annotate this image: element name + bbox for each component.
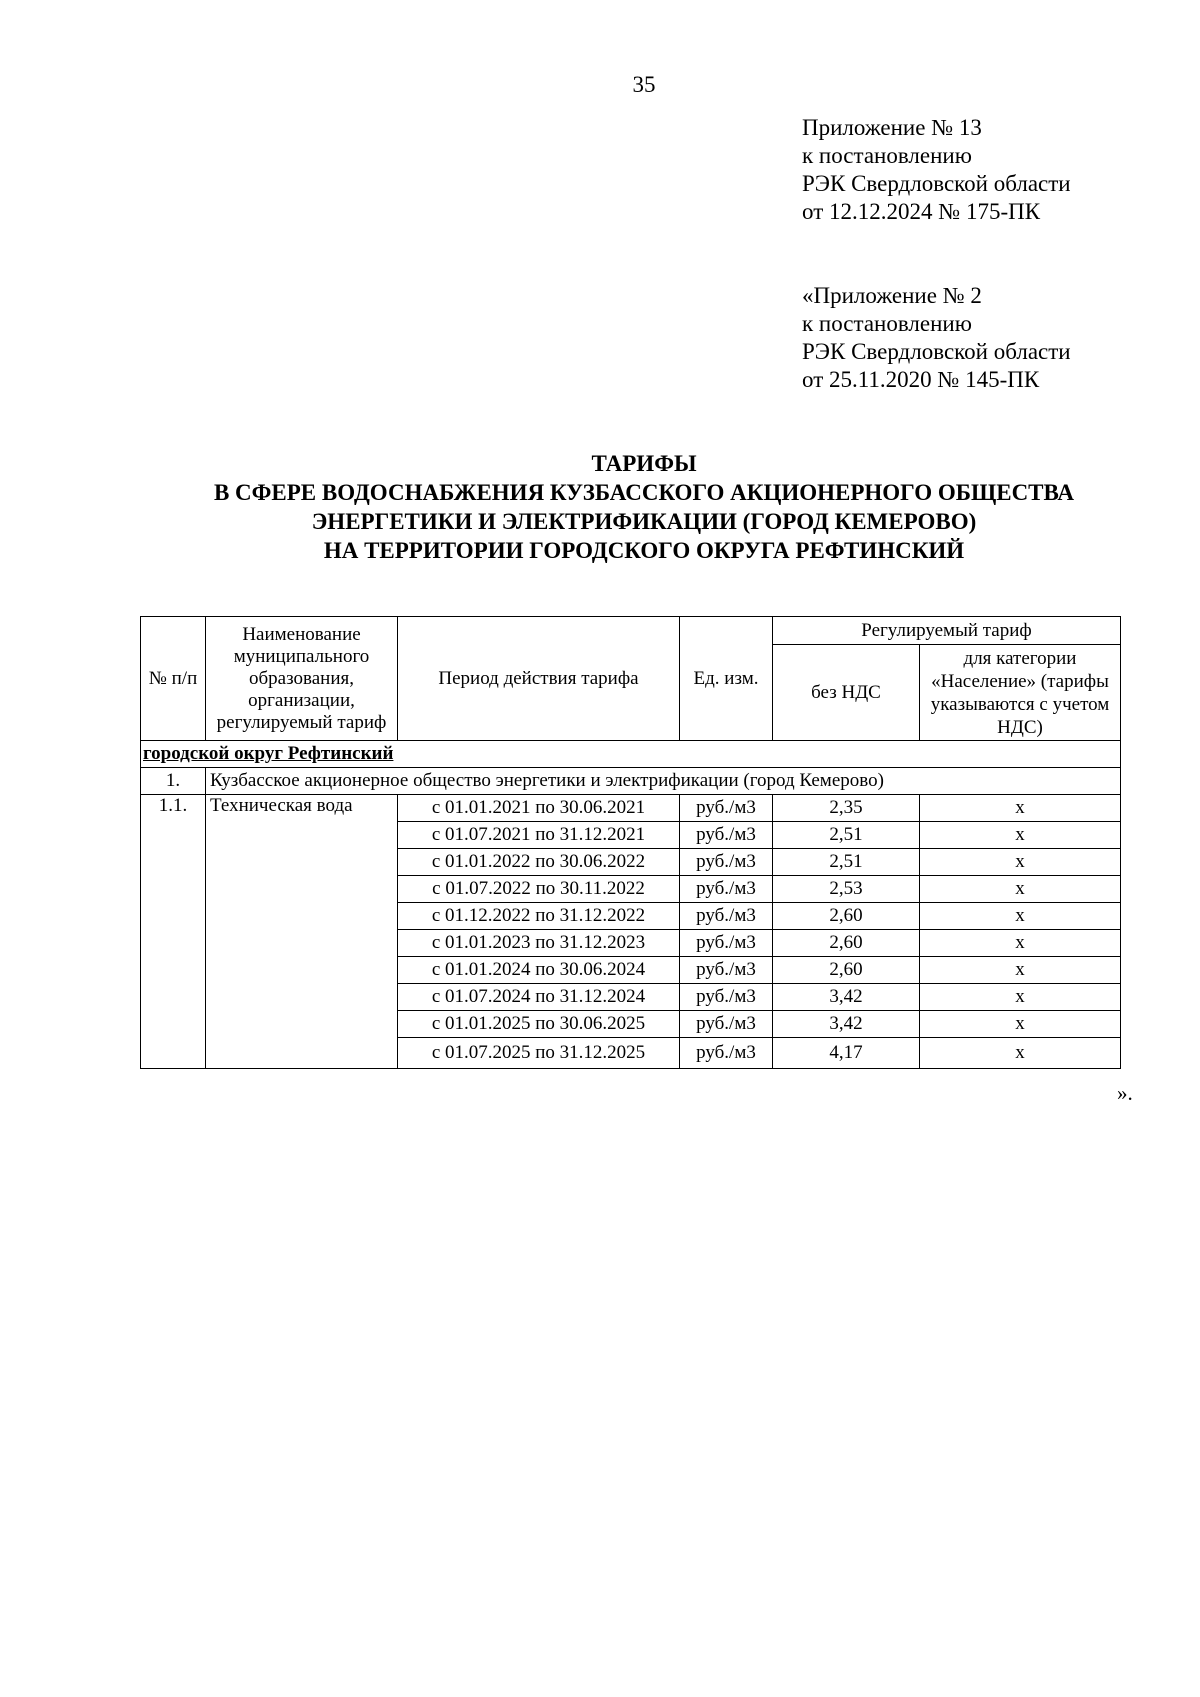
header-unit: Ед. изм. [680, 617, 773, 741]
cell-tariff-population: х [920, 1011, 1121, 1038]
cell-period: с 01.01.2022 по 30.06.2022 [398, 849, 680, 876]
cell-tariff-without-vat: 2,60 [773, 930, 920, 957]
item-num: 1.1. [141, 795, 206, 1069]
cell-tariff-without-vat: 2,53 [773, 876, 920, 903]
cell-period: с 01.01.2024 по 30.06.2024 [398, 957, 680, 984]
appendix-current-line: к постановлению [802, 143, 972, 168]
appendix-original-line: РЭК Свердловской области [802, 339, 1071, 364]
cell-unit: руб./м3 [680, 930, 773, 957]
cell-period: с 01.01.2025 по 30.06.2025 [398, 1011, 680, 1038]
cell-unit: руб./м3 [680, 984, 773, 1011]
title-line: В СФЕРЕ ВОДОСНАБЖЕНИЯ КУЗБАССКОГО АКЦИОНЕРНОГО ОБЩЕСТВА [213, 480, 1075, 505]
cell-unit: руб./м3 [680, 849, 773, 876]
appendix-current [802, 114, 1071, 226]
appendix-original-line: к постановлению [802, 311, 972, 336]
header-without-vat: без НДС [773, 645, 920, 741]
appendix-original-line: от 25.11.2020 № 145-ПК [802, 367, 1040, 392]
cell-tariff-without-vat: 2,60 [773, 903, 920, 930]
header-regulated-tariff: Регулируемый тариф [773, 617, 1121, 645]
table-row [141, 795, 1121, 822]
title-line: ТАРИФЫ [591, 451, 697, 476]
cell-unit: руб./м3 [680, 795, 773, 822]
page-number: 35 [632, 72, 656, 97]
cell-tariff-population: х [920, 822, 1121, 849]
cell-tariff-population: х [920, 1038, 1121, 1069]
appendix-original [802, 282, 1071, 394]
org-name: Кузбасское акционерное общество энергетики и электрификации (город Кемерово) [206, 768, 1121, 795]
cell-period: с 01.12.2022 по 31.12.2022 [398, 903, 680, 930]
cell-tariff-population: х [920, 957, 1121, 984]
cell-tariff-population: х [920, 984, 1121, 1011]
cell-tariff-without-vat: 2,51 [773, 849, 920, 876]
title-line: НА ТЕРРИТОРИИ ГОРОДСКОГО ОКРУГА РЕФТИНСКИЙ [323, 538, 965, 563]
cell-tariff-population: х [920, 795, 1121, 822]
tariff-table [140, 616, 1121, 1069]
cell-unit: руб./м3 [680, 1038, 773, 1069]
appendix-current-line: от 12.12.2024 № 175-ПК [802, 199, 1041, 224]
cell-unit: руб./м3 [680, 903, 773, 930]
closing-quote: ». [1117, 1081, 1133, 1105]
cell-tariff-population: х [920, 903, 1121, 930]
header-period: Период действия тарифа [398, 617, 680, 741]
appendix-current-line: РЭК Свердловской области [802, 171, 1071, 196]
cell-unit: руб./м3 [680, 876, 773, 903]
cell-tariff-without-vat: 4,17 [773, 1038, 920, 1069]
org-num: 1. [141, 768, 206, 795]
table-header-row [141, 617, 1121, 645]
group-row [141, 741, 1121, 768]
appendix-original-line: «Приложение № 2 [802, 283, 982, 308]
cell-tariff-population: х [920, 930, 1121, 957]
cell-tariff-population: х [920, 849, 1121, 876]
group-title: городской округ Рефтинский [141, 741, 1121, 768]
header-name: Наименование муниципального образования, организации, регулируемый тариф [206, 617, 398, 741]
cell-tariff-without-vat: 3,42 [773, 984, 920, 1011]
title-line: ЭНЕРГЕТИКИ И ЭЛЕКТРИФИКАЦИИ (ГОРОД КЕМЕРОВО) [311, 509, 977, 534]
cell-unit: руб./м3 [680, 1011, 773, 1038]
cell-tariff-without-vat: 2,60 [773, 957, 920, 984]
cell-period: с 01.01.2021 по 30.06.2021 [398, 795, 680, 822]
header-num: № п/п [141, 617, 206, 741]
item-name: Техническая вода [206, 795, 398, 1069]
cell-tariff-without-vat: 2,35 [773, 795, 920, 822]
cell-period: с 01.01.2023 по 31.12.2023 [398, 930, 680, 957]
document-title [0, 449, 1200, 565]
cell-tariff-without-vat: 2,51 [773, 822, 920, 849]
cell-period: с 01.07.2021 по 31.12.2021 [398, 822, 680, 849]
header-population: для категории «Население» (тарифы указываются с учетом НДС) [920, 645, 1121, 741]
cell-unit: руб./м3 [680, 957, 773, 984]
cell-tariff-without-vat: 3,42 [773, 1011, 920, 1038]
cell-tariff-population: х [920, 876, 1121, 903]
appendix-current-line: Приложение № 13 [802, 115, 982, 140]
cell-period: с 01.07.2024 по 31.12.2024 [398, 984, 680, 1011]
organization-row [141, 768, 1121, 795]
cell-period: с 01.07.2025 по 31.12.2025 [398, 1038, 680, 1069]
cell-unit: руб./м3 [680, 822, 773, 849]
cell-period: с 01.07.2022 по 30.11.2022 [398, 876, 680, 903]
